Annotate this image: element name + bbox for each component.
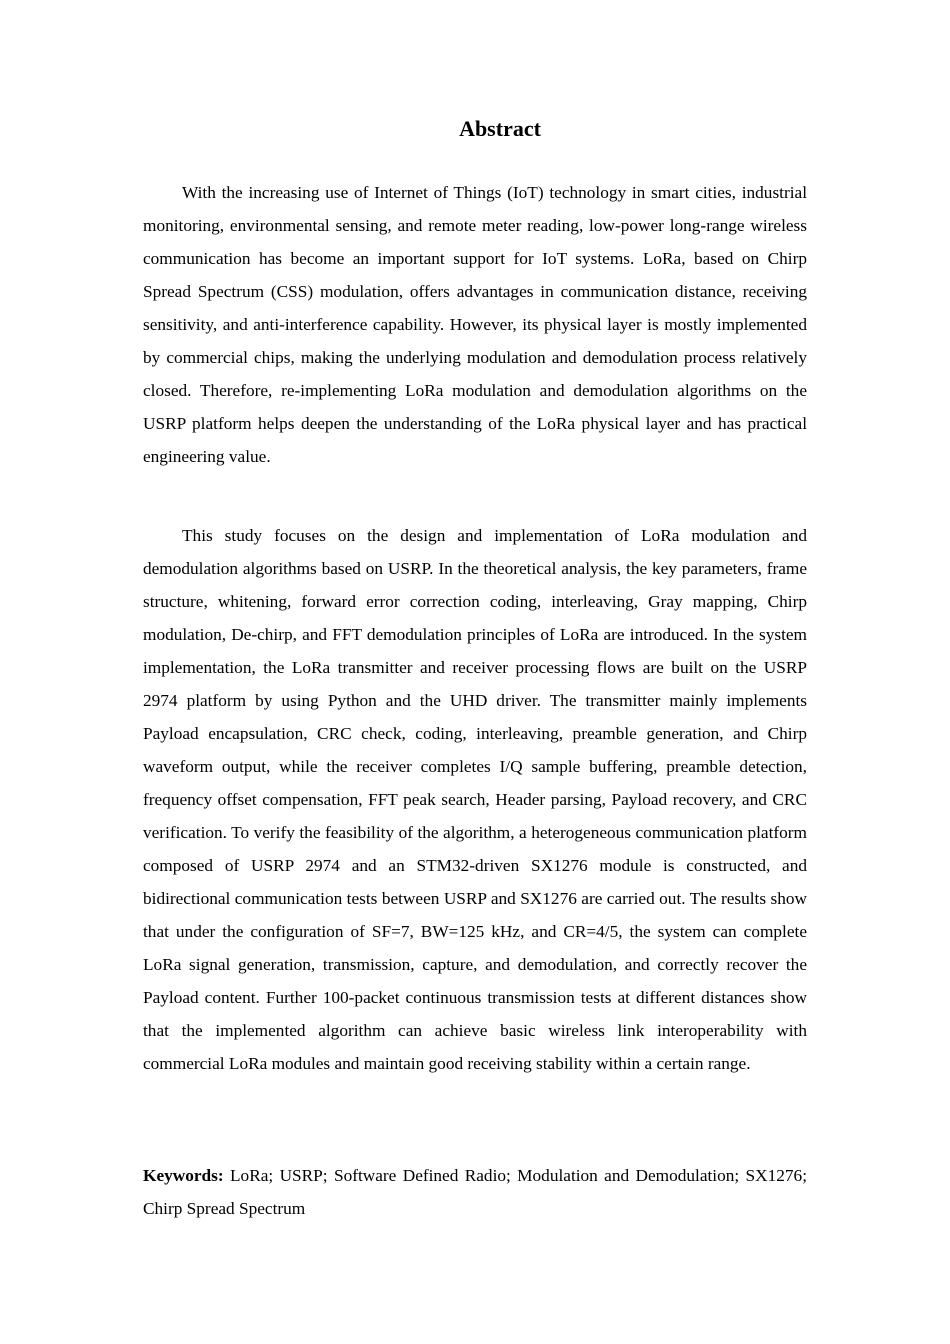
abstract-title: Abstract <box>459 116 541 141</box>
abstract-paragraph-1: With the increasing use of Internet of Things (IoT) technology in smart cities, industrial monitoring, environmental sensing, and remote meter reading, low-power long-range wireless communication has become an important support for IoT systems. LoRa, based on Chirp Spread Spectrum (CSS) modulation, offers advantages in communication distance, receiving sensitivity, and anti-interference capability. However, its physical layer is mostly implemented by commercial chips, making the underlying modulation and demodulation process relatively closed. Therefore, re-implementing LoRa modulation and demodulation algorithms on the USRP platform helps deepen the understanding of the LoRa physical layer and has practical engineering value. <box>143 183 807 466</box>
keywords-list: LoRa; USRP; Software Defined Radio; Modulation and Demodulation; SX1276; Chirp Spread Spectrum <box>143 1166 807 1218</box>
keywords-line <box>143 1159 807 1225</box>
abstract-paragraph-2: This study focuses on the design and implementation of LoRa modulation and demodulation algorithms based on USRP. In the theoretical analysis, the key parameters, frame structure, whitening, forward error correction coding, interleaving, Gray mapping, Chirp modulation, De-chirp, and FFT demodulation principles of LoRa are introduced. In the system implementation, the LoRa transmitter and receiver processing flows are built on the USRP 2974 platform by using Python and the UHD driver. The transmitter mainly implements Payload encapsulation, CRC check, coding, interleaving, preamble generation, and Chirp waveform output, while the receiver completes I/Q sample buffering, preamble detection, frequency offset compensation, FFT peak search, Header parsing, Payload recovery, and CRC verification. To verify the feasibility of the algorithm, a heterogeneous communication platform composed of USRP 2974 and an STM32-driven SX1276 module is constructed, and bidirectional communication tests between USRP and SX1276 are carried out. The results show that under the configuration of SF=7, BW=125 kHz, and CR=4/5, the system can complete LoRa signal generation, transmission, capture, and demodulation, and correctly recover the Payload content. Further 100-packet continuous transmission tests at different distances show that the implemented algorithm can achieve basic wireless link interoperability with commercial LoRa modules and maintain good receiving stability within a certain range. <box>143 526 807 1073</box>
keywords-label: Keywords: <box>143 1166 224 1185</box>
abstract-paragraph-2-container <box>143 519 807 1080</box>
abstract-paragraph-1-container <box>143 176 807 473</box>
